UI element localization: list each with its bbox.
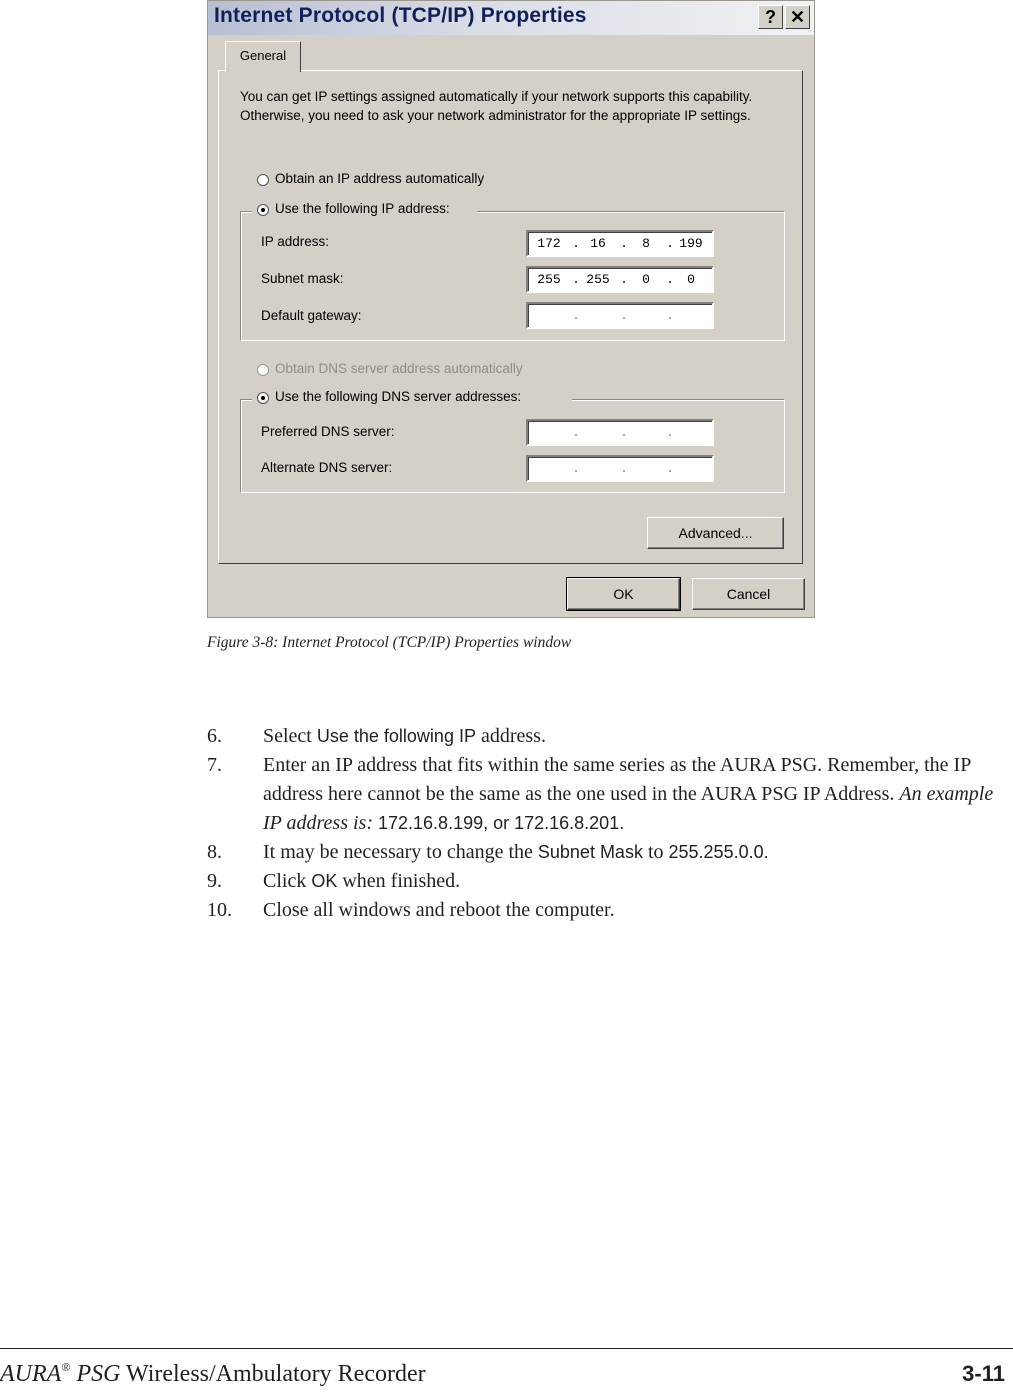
subnet-mask-field[interactable]: 255 . 255 . 0 . 0	[526, 266, 714, 293]
footer-rule	[0, 1348, 1013, 1349]
list-item: 6. Select Use the following IP address.	[207, 725, 546, 747]
ip-octet-4: 199	[679, 236, 703, 251]
ip-address-field[interactable]: 172 . 16 . 8 . 199	[526, 230, 714, 257]
tab-general[interactable]: General	[225, 41, 301, 72]
ok-button[interactable]: OK	[567, 578, 680, 610]
list-item: 7. Enter an IP address that fits within the same series as the AURA PSG. Remember, the IP address here cannot be the same as the one used in the AURA PSG IP Address. An example IP address is: 172.16.8.199, or 172.16.8.201.	[207, 754, 994, 834]
use-dns-label[interactable]: Use the following DNS server addresses:	[275, 389, 522, 404]
subnet-mask-label: Subnet mask:	[261, 271, 344, 286]
preferred-dns-field[interactable]: . . .	[526, 419, 714, 446]
use-ip-label[interactable]: Use the following IP address:	[275, 201, 450, 216]
ip-octet-3: 8	[642, 236, 650, 251]
close-icon[interactable]: ✕	[785, 5, 810, 29]
default-gateway-label: Default gateway:	[261, 308, 362, 323]
dialog-titlebar	[208, 1, 814, 35]
instruction-steps	[207, 722, 1007, 925]
preferred-dns-label: Preferred DNS server:	[261, 424, 395, 439]
use-ip-radio[interactable]	[257, 204, 269, 216]
advanced-button[interactable]: Advanced...	[647, 517, 784, 549]
list-item: 8. It may be necessary to change the Subnet Mask to 255.255.0.0.	[207, 841, 769, 863]
ip-octet-2: 16	[590, 236, 606, 251]
alternate-dns-field[interactable]: . . .	[526, 455, 714, 482]
intro-text: You can get IP settings assigned automatically if your network supports this capability. Otherwise, you need to ask your network administrator for the appropriate IP settings.	[240, 89, 753, 123]
list-item: 10. Close all windows and reboot the computer.	[207, 899, 615, 921]
help-button[interactable]: ?	[758, 5, 783, 29]
obtain-ip-label[interactable]: Obtain an IP address automatically	[275, 171, 485, 186]
footer-title: AURA® PSG Wireless/Ambulatory Recorder	[0, 1360, 426, 1387]
mask-octet-1: 255	[537, 272, 561, 287]
tcpip-properties-dialog	[207, 0, 815, 618]
figure-caption: Figure 3-8: Internet Protocol (TCP/IP) Properties window	[207, 634, 572, 651]
obtain-dns-radio[interactable]	[257, 364, 269, 376]
mask-octet-3: 0	[642, 272, 650, 287]
use-dns-radio[interactable]	[257, 392, 269, 404]
mask-octet-4: 0	[687, 272, 695, 287]
obtain-ip-radio[interactable]	[257, 174, 269, 186]
ip-address-label: IP address:	[261, 234, 330, 249]
default-gateway-field[interactable]: . . .	[526, 302, 714, 329]
obtain-dns-label[interactable]: Obtain DNS server address automatically	[275, 361, 523, 376]
cancel-button[interactable]: Cancel	[692, 578, 805, 610]
mask-octet-2: 255	[586, 272, 610, 287]
alternate-dns-label: Alternate DNS server:	[261, 460, 393, 475]
ip-octet-1: 172	[537, 236, 561, 251]
dialog-title: Internet Protocol (TCP/IP) Properties	[214, 4, 587, 27]
list-item: 9. Click OK when finished.	[207, 870, 461, 892]
page-number: 3-11	[962, 1361, 1005, 1386]
